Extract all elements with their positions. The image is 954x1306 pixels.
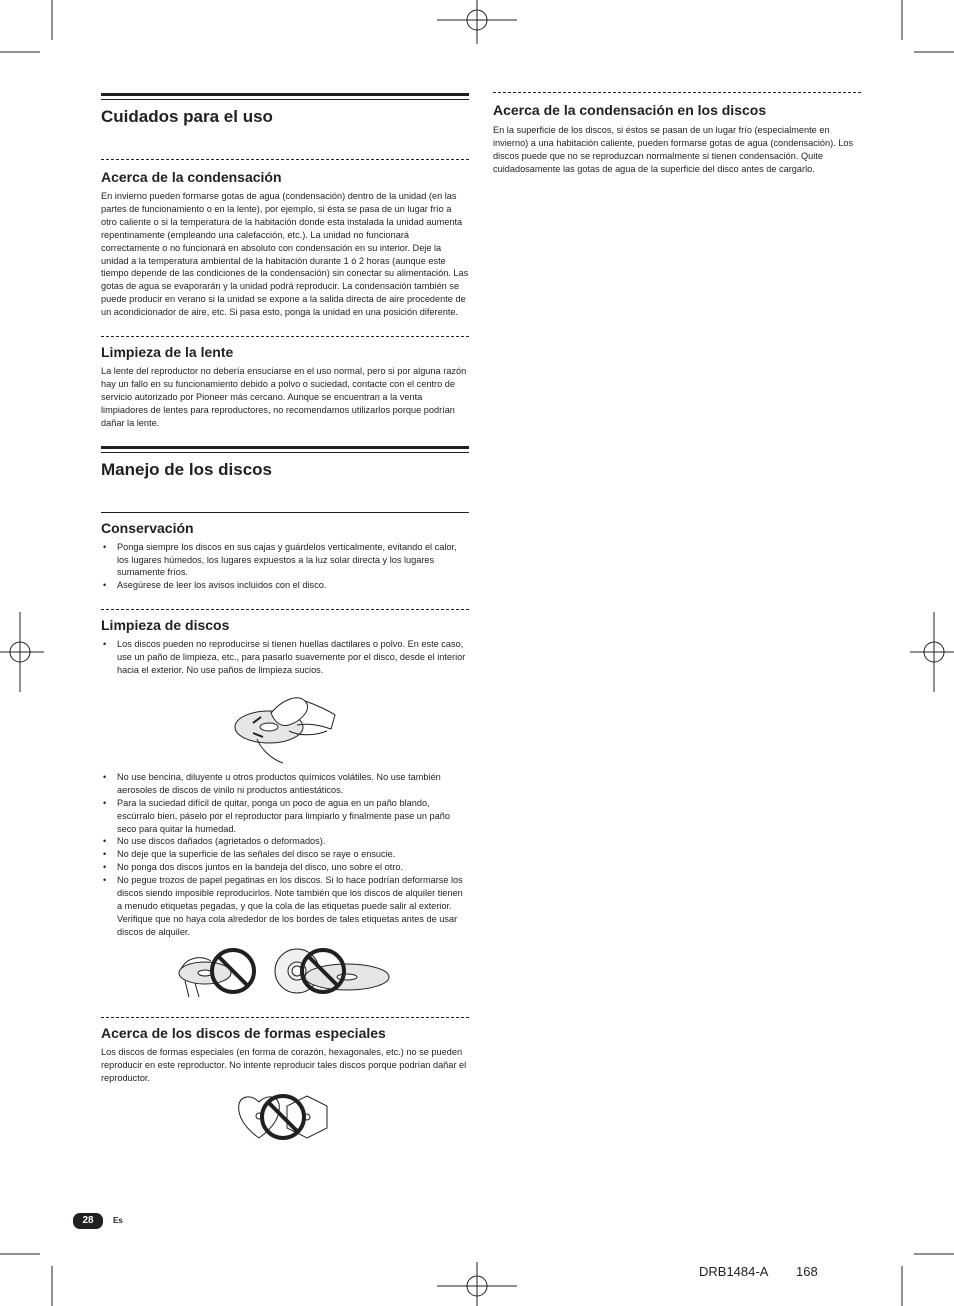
page-number-badge: 28 — [73, 1213, 103, 1229]
list-item: • Los discos pueden no reproducirse si tienen huellas dactilares o polvo. En este caso, use un paño de limpieza, etc., para pasarlo suavemente por el disco, desde el interior hacia el exterior. No use paños de limpieza sucios. — [101, 638, 469, 677]
right-column — [493, 92, 861, 176]
section-title-block — [101, 93, 469, 128]
document-page: 168 — [796, 1264, 818, 1279]
divider — [101, 159, 469, 160]
section-title-block — [101, 446, 469, 481]
divider — [101, 512, 469, 513]
special-shape-disc-illustration — [237, 1092, 333, 1142]
document-code: DRB1484-A — [699, 1264, 769, 1279]
heading-condensation: Acerca de la condensación — [101, 169, 282, 185]
cleaning-list-top — [101, 638, 469, 677]
condensation-text: En invierno pueden formarse gotas de agua (condensación) dentro de la unidad (en las partes de funcionamiento o en la lente), por ejemplo, si ésta se pasa de un lugar frío a otro caliente o si la temperatura de la habitación donde esta instalada la unidad aumenta repentinamente (empleando una calefacción, etc.). La unidad no funcionará correctamente o no funcionará en absoluto con condensación en su interior. Deje la unidad a la temperatura ambiental de la habitación durante 1 ó 2 horas (aunque este tiempo depende de las condiciones de la condensación) sin conectar su alimentación. Las gotas de agua se evaporarán y la unidad podrá reproducir. La condensación también se puede producir en verano si la unidad se expone a la salida directa de aire procedente de un acondicionador de aire, etc. Si pasa esto, ponga la unidad en una posición diferente. — [101, 191, 469, 318]
section-title-discs: Manejo de los discos — [101, 459, 272, 479]
language-code: Es — [113, 1216, 123, 1225]
list-item: • No deje que la superficie de las señales del disco se raye o ensucie. — [101, 848, 469, 861]
divider — [101, 336, 469, 337]
special-shapes-text: Los discos de formas especiales (en forma de corazón, hexagonales, etc.) no se pueden reproducir en este reproductor. No intente reproducir tales discos porque podrían dañar el reproductor. — [101, 1046, 467, 1083]
heading-storage: Conservación — [101, 519, 194, 536]
disc-condensation-text: En la superficie de los discos, si éstos se pasan de un lugar frío (especialmente en invierno) a una habitación caliente, pueden formarse gotas de agua (condensación). Los discos puede que no se reproduzcan normalmente si tienen condensación. Quite cuidadosamente las gotas de agua de la superficie del disco antes de cargarlo. — [493, 125, 854, 174]
heading-special-shapes: Acerca de los discos de formas especiales — [101, 1024, 386, 1041]
divider — [101, 1017, 469, 1018]
section-title-care: Cuidados para el uso — [101, 107, 273, 126]
prohibited-handling-illustration — [173, 945, 397, 999]
heading-lens-cleaning: Limpieza de la lente — [101, 344, 234, 361]
list-item: • Para la suciedad difícil de quitar, ponga un poco de agua en un paño blando, escúrralo bien, páselo por el reproductor para limpiarlo y finalmente pase un paño seco para quitar la humedad. — [101, 797, 469, 836]
cleaning-list-bottom — [101, 771, 469, 939]
heading-disc-cleaning: Limpieza de discos — [101, 617, 230, 634]
list-item: • Ponga siempre los discos en sus cajas y guárdelos verticalmente, evitando el calor, los lugares húmedos, los lugares expuestos a la luz solar directa y los lugares sumamente fríos. — [101, 541, 469, 580]
list-item: • No ponga dos discos juntos en la bandeja del disco, uno sobre el otro. — [101, 861, 469, 874]
list-item: • No use discos dañados (agrietados o deformados). — [101, 835, 469, 848]
list-item: • Asegúrese de leer los avisos incluidos con el disco. — [101, 579, 469, 592]
left-column — [101, 93, 469, 1142]
storage-list — [101, 541, 469, 593]
lens-cleaning-text: La lente del reproductor no debería ensuciarse en el uso normal, pero si por alguna razón hay un fallo en su funcionamiento debido a polvo o suciedad, contacte con el centro de servicio autorizado por Pioneer más cercano. Aunque se encuentran a la venta limpiadores de lentes para reproductores, no recomendamos utilizarlos porque podrían dañar la lente. — [101, 366, 467, 428]
list-item: • No pegue trozos de papel pegatinas en los discos. Si lo hace podrían deformarse los discos siendo imposible reproducirlos. Note también que los discos de alquiler tienen a menudo etiquetas pegadas, y que la cola de las etiquetas puede salir al exterior. Verifique que no haya cola alrededor de los bordes de tales etiquetas antes de usar discos de alquiler. — [101, 874, 469, 939]
divider — [493, 92, 861, 93]
disc-cleaning-illustration — [231, 685, 341, 765]
list-item: • No use bencina, diluyente u otros productos químicos volátiles. No use también aerosoles de discos de vinilo ni productos antiestáticos. — [101, 771, 469, 797]
heading-disc-condensation: Acerca de la condensación en los discos — [493, 102, 767, 118]
divider — [101, 609, 469, 610]
